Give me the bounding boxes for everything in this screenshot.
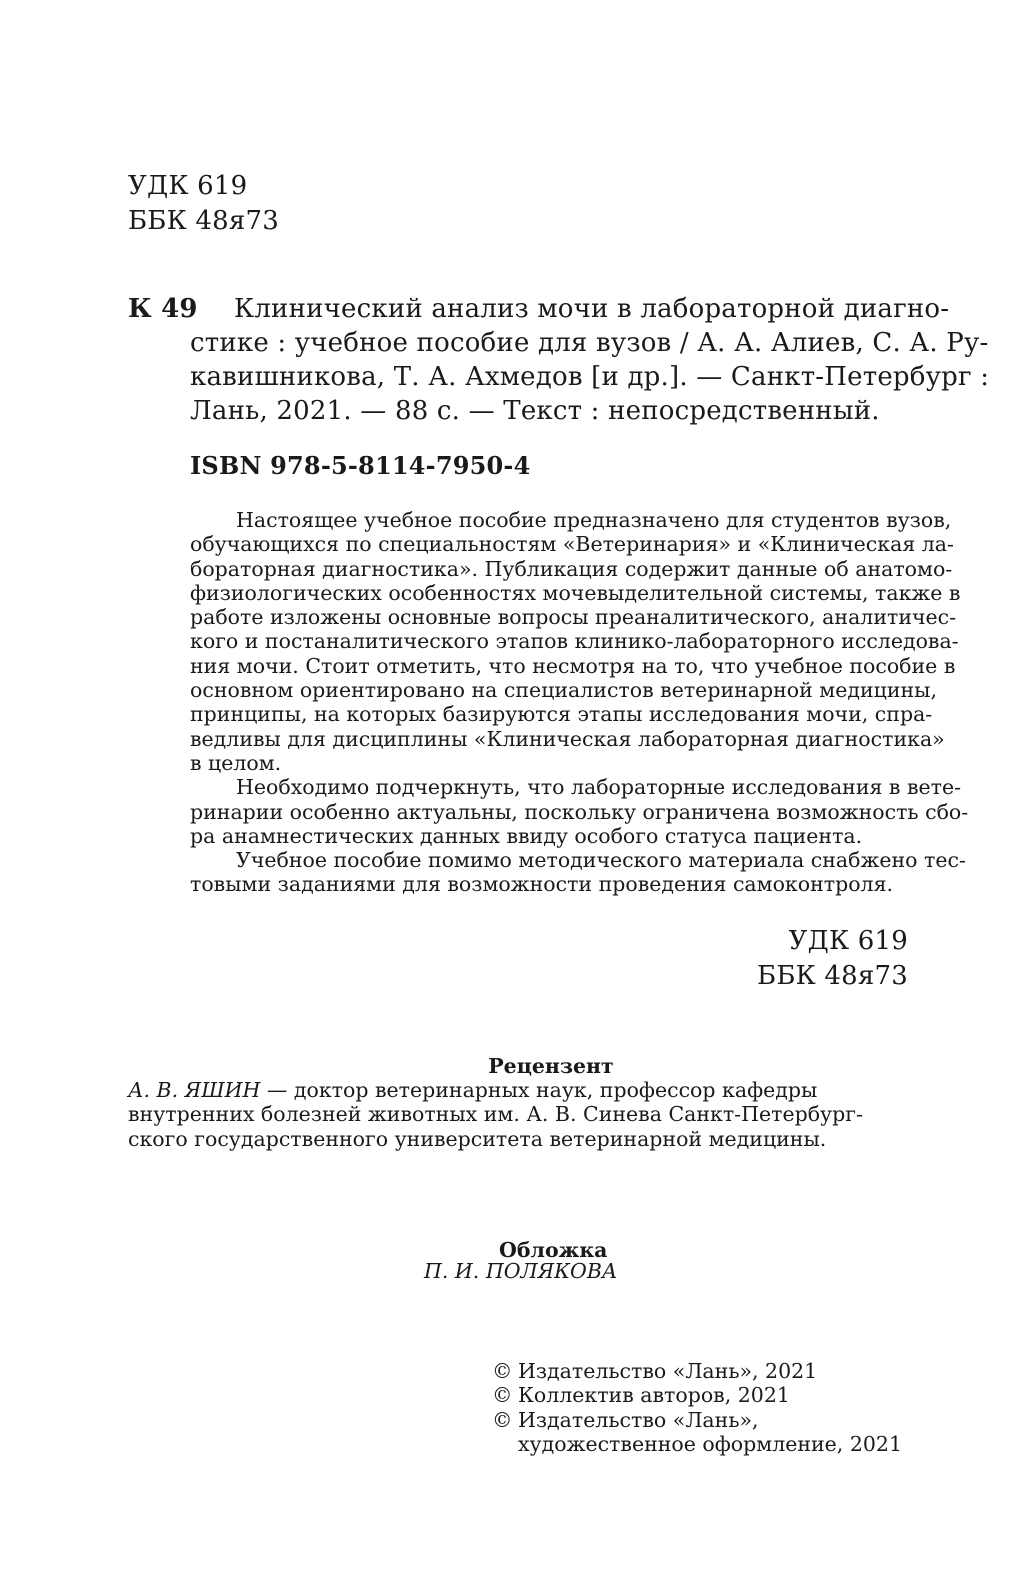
abstract-line: товыми заданиями для возможности проведения самоконтроля. bbox=[190, 872, 894, 897]
reviewer-line: ского государственного университета ветеринарной медицины. bbox=[128, 1126, 827, 1151]
abstract-line: бораторная диагностика». Публикация содержит данные об анатомо- bbox=[190, 556, 953, 581]
catalog-code: К 49 bbox=[128, 294, 198, 324]
catalog-line: Лань, 2021. — 88 с. — Текст : непосредственный. bbox=[190, 396, 880, 426]
copyright-icon: © bbox=[492, 1407, 513, 1432]
copyright-text: Издательство «Лань», bbox=[518, 1407, 759, 1432]
cover-heading: Обложка bbox=[499, 1238, 608, 1262]
reviewer-line: внутренних болезней животных им. А. В. Синева Санкт-Петербург- bbox=[128, 1102, 863, 1127]
reviewer-name: А. В. ЯШИН bbox=[128, 1078, 261, 1102]
abstract bbox=[190, 508, 969, 897]
abstract-line: Учебное пособие помимо методического материала снабжено тес- bbox=[236, 848, 966, 873]
catalog-line: кавишникова, Т. А. Ахмедов [и др.]. — Санкт-Петербург : bbox=[190, 362, 990, 392]
abstract-line: ринарии особенно актуальны, поскольку ограничена возможность сбо- bbox=[190, 799, 969, 824]
abstract-paragraph-1 bbox=[190, 508, 961, 775]
abstract-line: основном ориентировано на специалистов ветеринарной медицины, bbox=[190, 678, 937, 703]
copyright-line bbox=[492, 1359, 902, 1383]
abstract-line: ра анамнестических данных ввиду особого статуса пациента. bbox=[190, 823, 863, 848]
abstract-line: ведливы для дисциплины «Клиническая лабораторная диагностика» bbox=[190, 726, 945, 751]
copyright-text: Коллектив авторов, 2021 bbox=[518, 1383, 790, 1408]
reviewer-line: — доктор ветеринарных наук, профессор кафедры bbox=[260, 1078, 818, 1102]
catalog-line: Клинический анализ мочи в лабораторной диагно- bbox=[234, 294, 950, 324]
abstract-line: в целом. bbox=[190, 750, 282, 775]
abstract-line: работе изложены основные вопросы преаналитического, аналитичес- bbox=[190, 605, 957, 630]
abstract-paragraph-2 bbox=[190, 775, 969, 848]
udk-bottom: УДК 619 bbox=[788, 926, 908, 956]
abstract-paragraph-3 bbox=[190, 848, 966, 897]
isbn: ISBN 978-5-8114-7950-4 bbox=[190, 451, 531, 480]
reviewer-block bbox=[128, 1078, 908, 1151]
abstract-line: ния мочи. Стоит отметить, что несмотря на то, что учебное пособие в bbox=[190, 653, 956, 678]
copyright-icon: © bbox=[492, 1383, 513, 1408]
bbk-top: ББК 48я73 bbox=[128, 206, 279, 236]
abstract-line: Необходимо подчеркнуть, что лабораторные исследования в вете- bbox=[236, 775, 962, 800]
copyright-block bbox=[492, 1359, 902, 1456]
abstract-line: кого и постаналитического этапов клинико-лабораторного исследова- bbox=[190, 629, 959, 654]
abstract-line: Настоящее учебное пособие предназначено для студентов вузов, bbox=[236, 508, 952, 532]
abstract-line: обучающихся по специальностям «Ветеринария» и «Клиническая ла- bbox=[190, 532, 954, 557]
copyright-icon: © bbox=[492, 1359, 513, 1383]
catalog-line: стике : учебное пособие для вузов / А. А. Алиев, С. А. Ру- bbox=[190, 328, 989, 358]
copyright-line bbox=[492, 1432, 902, 1456]
udk-top: УДК 619 bbox=[128, 171, 248, 201]
abstract-line: физиологических особенностях мочевыделительной системы, также в bbox=[190, 580, 961, 605]
copyright-text: художественное оформление, 2021 bbox=[518, 1431, 903, 1456]
copyright-line bbox=[492, 1408, 902, 1432]
copyright-line bbox=[492, 1383, 902, 1407]
copyright-text: Издательство «Лань», 2021 bbox=[518, 1359, 818, 1383]
abstract-line: принципы, на которых базируются этапы исследования мочи, спра- bbox=[190, 702, 933, 727]
catalog-description bbox=[190, 292, 990, 428]
reviewer-heading: Рецензент bbox=[488, 1054, 614, 1078]
bbk-bottom: ББК 48я73 bbox=[757, 961, 908, 991]
cover-name: П. И. ПОЛЯКОВА bbox=[424, 1259, 618, 1283]
